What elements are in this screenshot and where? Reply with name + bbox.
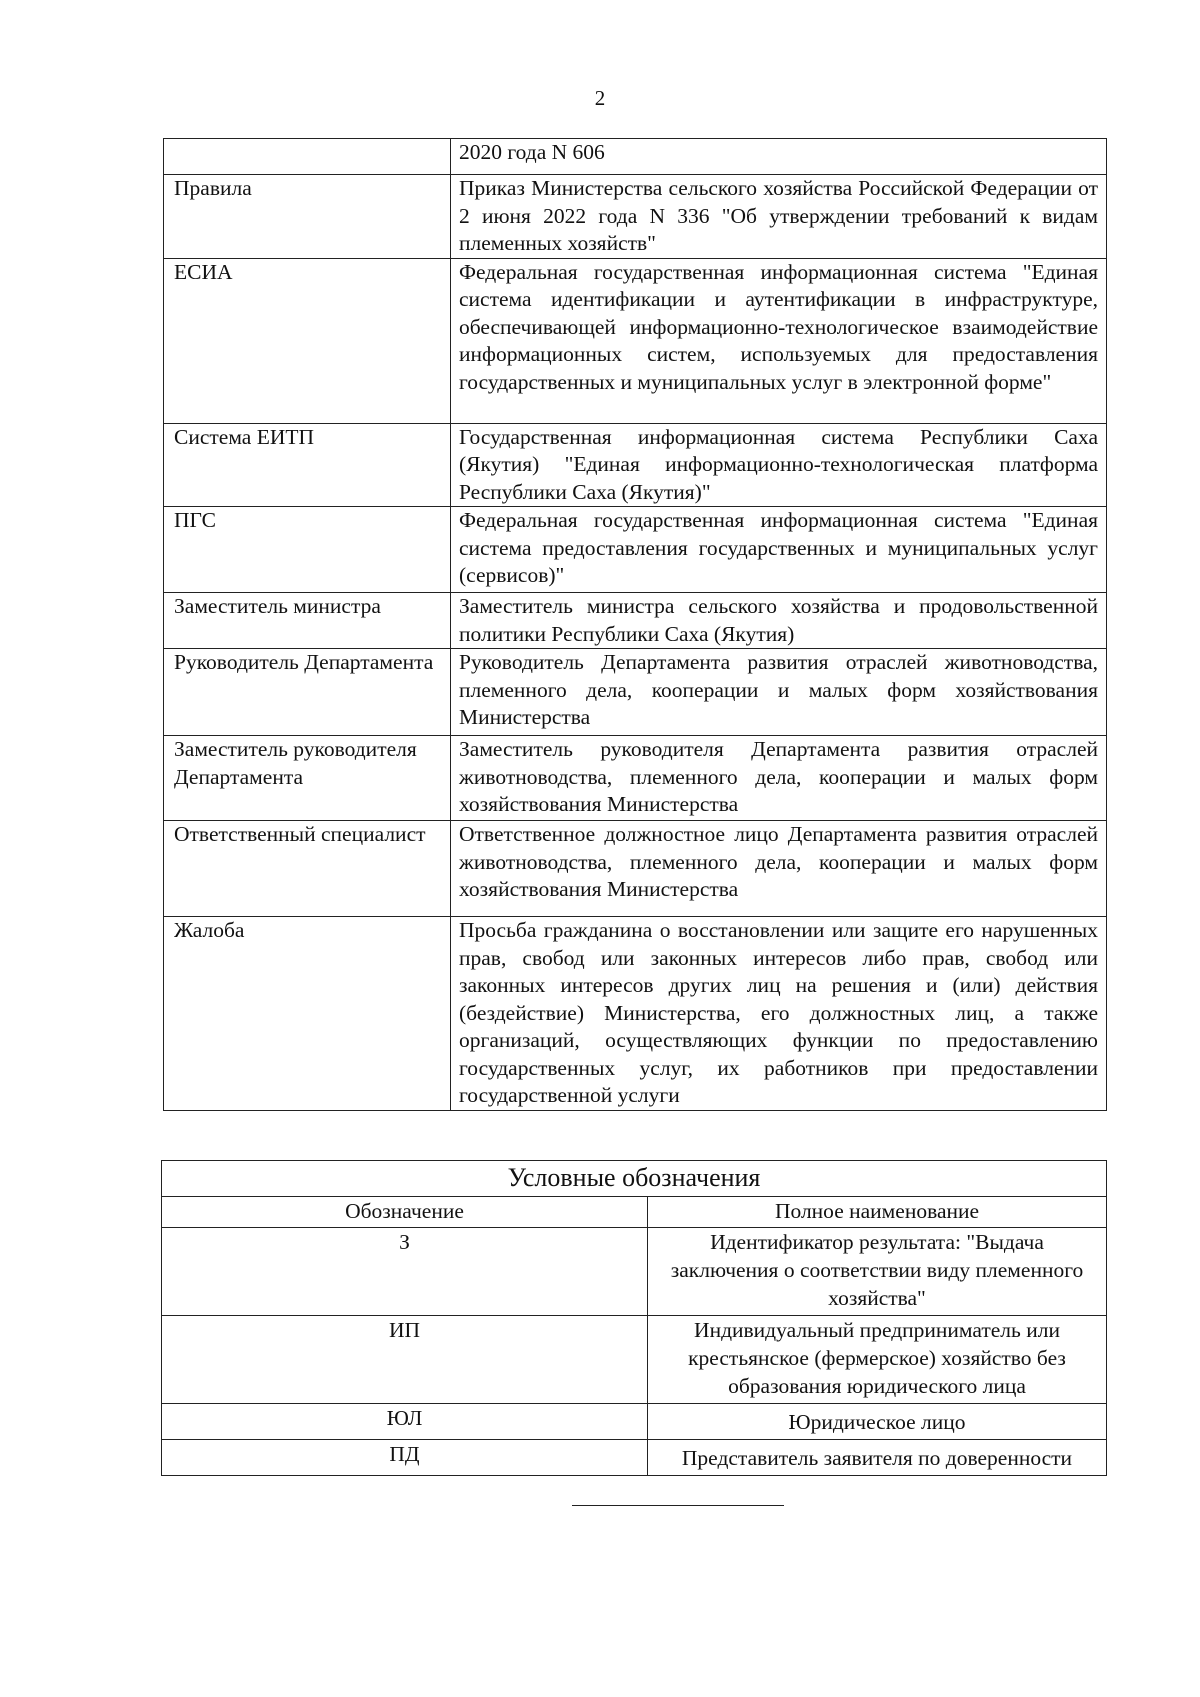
- name-cell: Представитель заявителя по доверенности: [648, 1440, 1107, 1476]
- table-row: [164, 258, 1107, 423]
- legend-table: [161, 1160, 1107, 1476]
- table-row: [162, 1404, 1107, 1440]
- term-cell: ПГС: [164, 507, 451, 593]
- table-row: [164, 821, 1107, 917]
- description-cell: Федеральная государственная информационная система "Единая система предоставления государственных и муниципальных услуг (сервисов)": [451, 507, 1107, 593]
- table-row: [164, 175, 1107, 259]
- table-row: [164, 649, 1107, 736]
- description-cell: Федеральная государственная информационная система "Единая система идентификации и аутентификации в инфраструктуре, обеспечивающей информационно-технологическое взаимодействие информационных систем, используемых для предоставления государственных и муниципальных услуг в электронной форме": [451, 258, 1107, 423]
- footer-rule: [572, 1505, 784, 1506]
- description-cell: Заместитель министра сельского хозяйства и продовольственной политики Республики Саха (Якутия): [451, 593, 1107, 649]
- code-cell: ПД: [162, 1440, 648, 1476]
- name-cell: Индивидуальный предприниматель или крестьянское (фермерское) хозяйство без образования юридического лица: [648, 1316, 1107, 1404]
- legend-title: Условные обозначения: [162, 1161, 1107, 1197]
- legend-header-row: [162, 1197, 1107, 1228]
- table-row: [164, 139, 1107, 175]
- name-cell: Юридическое лицо: [648, 1404, 1107, 1440]
- code-cell: З: [162, 1228, 648, 1316]
- code-cell: ИП: [162, 1316, 648, 1404]
- table-row: [164, 736, 1107, 821]
- term-cell: Руководитель Департамента: [164, 649, 451, 736]
- table-row: [162, 1316, 1107, 1404]
- table-row: [164, 423, 1107, 507]
- page-number: 2: [594, 86, 606, 110]
- term-cell: [164, 139, 451, 175]
- term-cell: ЕСИА: [164, 258, 451, 423]
- description-cell: 2020 года N 606: [451, 139, 1107, 175]
- term-cell: Заместитель руководителя Департамента: [164, 736, 451, 821]
- definitions-table: [163, 138, 1107, 1111]
- term-cell: Заместитель министра: [164, 593, 451, 649]
- term-cell: Правила: [164, 175, 451, 259]
- code-cell: ЮЛ: [162, 1404, 648, 1440]
- description-cell: Государственная информационная система Республики Саха (Якутия) "Единая информационно-технологическая платформа Республики Саха (Якутия)": [451, 423, 1107, 507]
- header-code: Обозначение: [162, 1197, 648, 1228]
- legend-title-row: [162, 1161, 1107, 1197]
- term-cell: Жалоба: [164, 917, 451, 1111]
- description-cell: Руководитель Департамента развития отраслей животноводства, племенного дела, кооперации и малых форм хозяйствования Министерства: [451, 649, 1107, 736]
- table-row: [162, 1228, 1107, 1316]
- name-cell: Идентификатор результата: "Выдача заключения о соответствии виду племенного хозяйства": [648, 1228, 1107, 1316]
- description-cell: Просьба гражданина о восстановлении или защите его нарушенных прав, свобод или законных интересов либо прав, свобод или законных интересов других лиц на решения и (или) действия (бездействие) Министерства, его должностных лиц, а также организаций, осуществляющих функции по предоставлению государственных услуг, их работников при предоставлении государственной услуги: [451, 917, 1107, 1111]
- description-cell: Заместитель руководителя Департамента развития отраслей животноводства, племенного дела, кооперации и малых форм хозяйствования Министерства: [451, 736, 1107, 821]
- table-row: [164, 917, 1107, 1111]
- term-cell: Система ЕИТП: [164, 423, 451, 507]
- table-row: [164, 507, 1107, 593]
- term-cell: Ответственный специалист: [164, 821, 451, 917]
- description-cell: Приказ Министерства сельского хозяйства Российской Федерации от 2 июня 2022 года N 336 "Об утверждении требований к видам племенных хозяйств": [451, 175, 1107, 259]
- table-row: [162, 1440, 1107, 1476]
- header-name: Полное наименование: [648, 1197, 1107, 1228]
- table-row: [164, 593, 1107, 649]
- description-cell: Ответственное должностное лицо Департамента развития отраслей животноводства, племенного дела, кооперации и малых форм хозяйствования Министерства: [451, 821, 1107, 917]
